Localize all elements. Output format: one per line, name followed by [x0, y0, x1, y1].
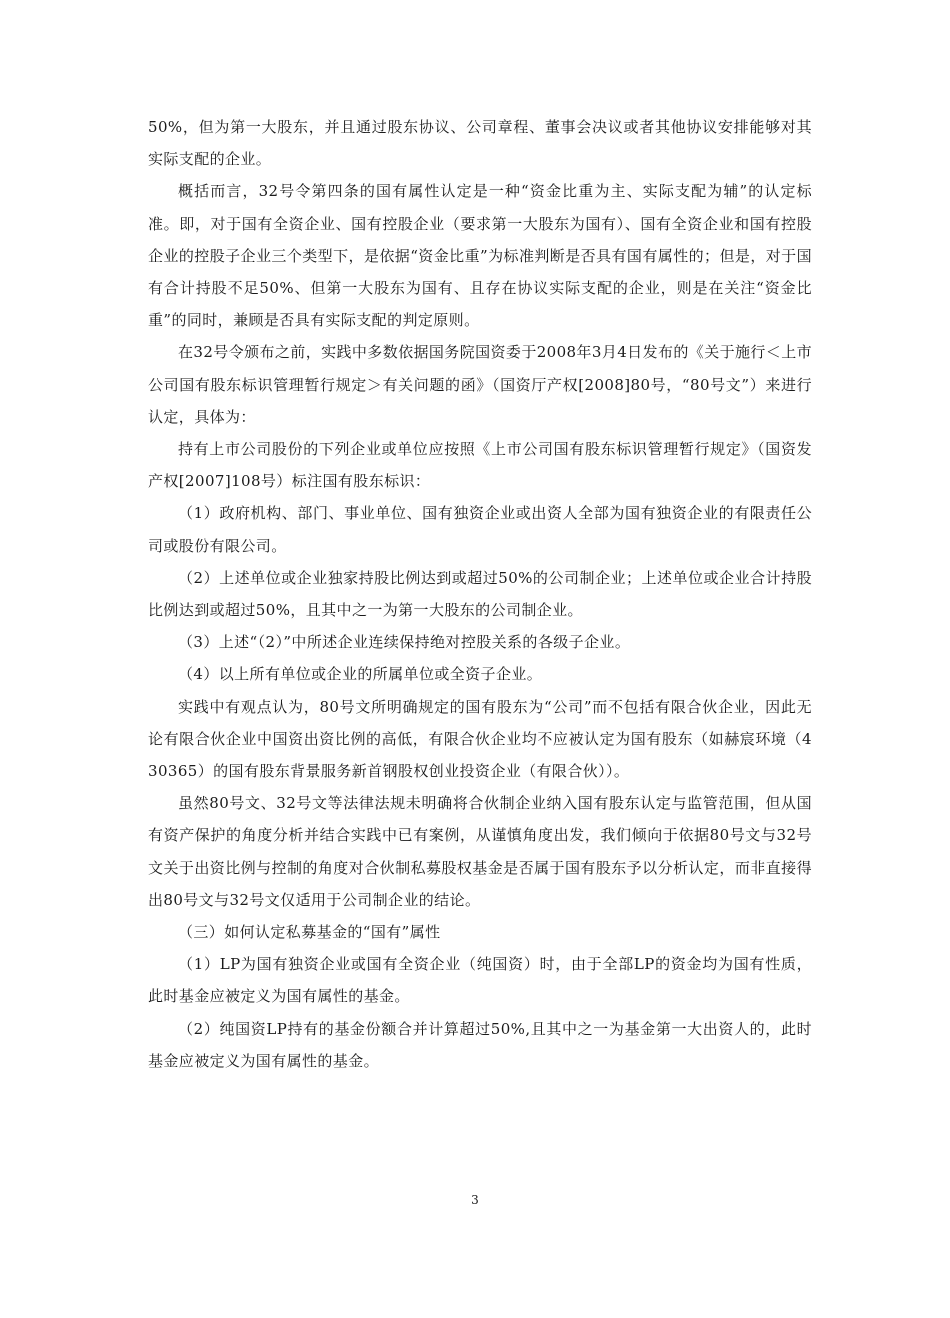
paragraph-practice-view: 实践中有观点认为，80号文所明确规定的国有股东为“公司”而不包括有限合伙企业，因此无论有限合伙企业中国资出资比例的高低，有限合伙企业均不应被认定为国有股东（如赫宸环境（430365）的国有股东背景服务新首钢股权创业投资企业（有限合伙））。 [148, 697, 812, 781]
list-item-1: （1）政府机构、部门、事业单位、国有独资企业或出资人全部为国有独资企业的有限责任公司或股份有限公司。 [148, 504, 812, 555]
paragraph-before-order-32: 在32号令颁布之前，实践中多数依据国务院国资委于2008年3月4日发布的《关于施行＜上市公司国有股东标识管理暂行规定＞有关问题的函》（国资厅产权[2008]80号，“80号文”）来进行认定，具体为： [148, 343, 812, 426]
paragraph-continuation: 50%，但为第一大股东，并且通过股东协议、公司章程、董事会决议或者其他协议安排能够对其实际支配的企业。 [148, 118, 812, 169]
paragraph-summary: 概括而言，32号令第四条的国有属性认定是一种“资金比重为主、实际支配为辅”的认定标准。即，对于国有全资企业、国有控股企业（要求第一大股东为国有）、国有全资企业和国有控股企业的控股子企业三个类型下，是依据“资金比重”为标准判断是否具有国有属性的；但是，对于国有合计持股不足50%、但第一大股东为国有、且存在协议实际支配的企业，则是在关注“资金比重”的同时，兼顾是否具有实际支配的判定原则。 [148, 182, 812, 330]
section-heading: （三）如何认定私募基金的“国有”属性 [178, 923, 441, 942]
paragraph-shareholder-marking: 持有上市公司股份的下列企业或单位应按照《上市公司国有股东标识管理暂行规定》（国资发产权[2007]108号）标注国有股东标识： [148, 440, 812, 491]
list-item-4: （4）以上所有单位或企业的所属单位或全资子企业。 [178, 665, 543, 684]
list-item-2: （2）上述单位或企业独家持股比例达到或超过50%的公司制企业；上述单位或企业合计持股比例达到或超过50%，且其中之一为第一大股东的公司制企业。 [148, 568, 812, 620]
criteria-item-1: （1）LP为国有独资企业或国有全资企业（纯国资）时，由于全部LP的资金均为国有性质，此时基金应被定义为国有属性的基金。 [148, 955, 812, 1006]
paragraph-analysis: 虽然80号文、32号文等法律法规未明确将合伙制企业纳入国有股东认定与监管范围，但从国有资产保护的角度分析并结合实践中已有案例，从谨慎角度出发，我们倾向于依据80号文与32号文关于出资比例与控制的角度对合伙制私募股权基金是否属于国有股东予以分析认定，而非直接得出80号文与32号文仅适用于公司制企业的结论。 [148, 794, 812, 909]
list-item-3: （3）上述“（2）”中所述企业连续保持绝对控股关系的各级子企业。 [178, 633, 631, 652]
criteria-item-2: （2）纯国资LP持有的基金份额合并计算超过50%,且其中之一为基金第一大出资人的，此时基金应被定义为国有属性的基金。 [148, 1019, 812, 1070]
page-number: 3 [471, 1193, 479, 1207]
document-body [148, 111, 812, 1077]
